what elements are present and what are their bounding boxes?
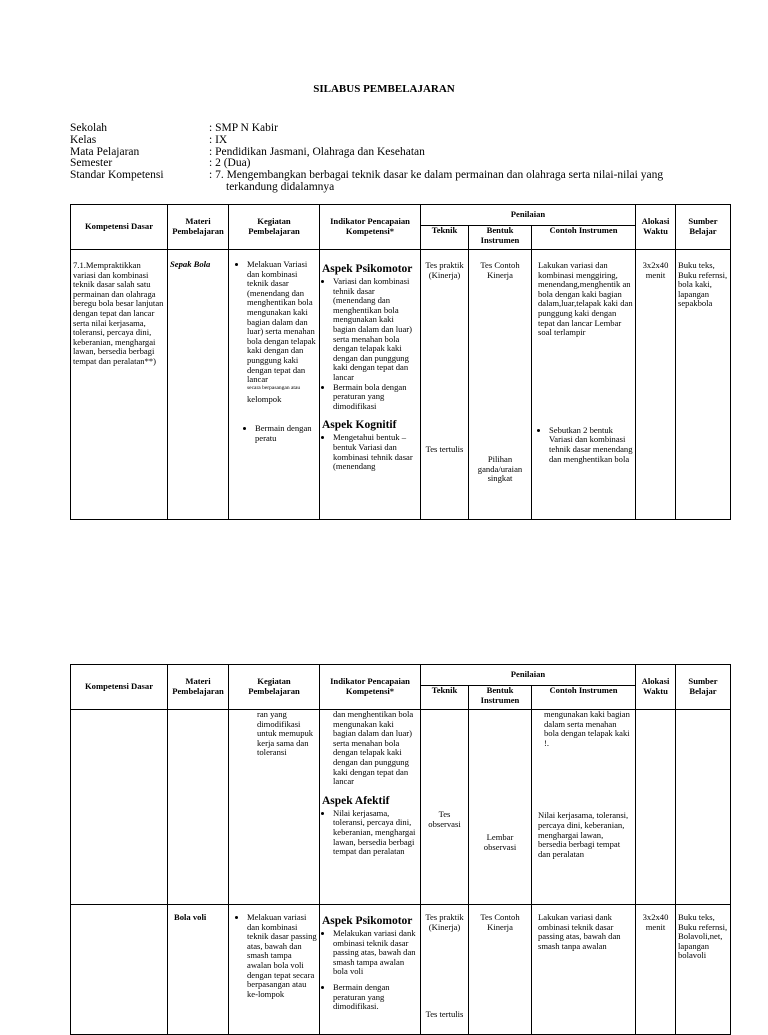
cell-sumber-cont <box>676 710 731 905</box>
header-alokasi: Alokasi Waktu <box>636 665 676 710</box>
header-kegiatan: Kegiatan Pembelajaran <box>229 205 320 250</box>
cell-indikator <box>320 250 421 520</box>
kegiatan-item: • Melakuan Variasi dan kombinasi teknik dasar (menendang dan menghentikan bola mengunakan kaki bagian dalam dan luar) serta menahan bola dengan telapak kaki dengan dan punggung kaki dengan tepat dan lancar <box>247 260 317 385</box>
aspek-kognitif: Aspek Kognitif <box>322 419 397 432</box>
cell-materi-2: Bola voli <box>168 905 229 1035</box>
indikator-item: • Variasi dan kombinasi tehnik dasar (menendang dan menghentikan bola mengunakan kaki bagian dalam dan luar) serta menahan bola dengan telapak kaki dengan dan punggung kaki dengan tepat dan lancar <box>333 277 418 383</box>
cell-bentuk-cont: Lembar observasi <box>469 710 532 905</box>
header-materi: Materi Pembelajaran <box>168 665 229 710</box>
indikator-item: • Nilai kerjasama, toleransi, percaya dini, keberanian, menghargai lawan, bersedia berbagi tempat dan peralatan <box>333 809 418 857</box>
cell-kompetensi-cont <box>71 710 168 905</box>
header-teknik: Teknik <box>421 226 469 250</box>
header-alokasi: Alokasi Waktu <box>636 205 676 250</box>
cell-indikator-2 <box>320 905 421 1035</box>
kegiatan-item: • Melakuan variasi dan kombinasi teknik dasar passing atas, bawah dan smash tampa awalan bola voli dengan tepat secara berpasangan atau ke-lompok <box>247 913 317 999</box>
info-row-sekolah: Sekolah : SMP N Kabir <box>70 122 278 134</box>
contoh-item: • Sebutkan 2 bentuk Variasi dan kombinasi tehnik dasar menendang dan menghentikan bola <box>549 426 633 464</box>
indikator-item: • Bermain dengan peraturan yang dimodifikasi. <box>333 983 418 1012</box>
indikator-item: • Melakukan variasi dank ombinasi teknik dasar passing atas, bawah dan smash tampa awalan bola voli <box>333 929 418 977</box>
silabus-table-1 <box>70 204 731 520</box>
cell-kegiatan-cont: ran yang dimodifikasi untuk memupuk kerja sama dan toleransi <box>229 710 320 905</box>
cell-teknik: Tes praktik (Kinerja) Tes tertulis <box>421 250 469 520</box>
header-bentuk: Bentuk Instrumen <box>469 686 532 710</box>
info-row-kelas: Kelas : IX <box>70 133 228 146</box>
header-teknik: Teknik <box>421 686 469 710</box>
indikator-item: • Bermain bola dengan peraturan yang dimodifikasi <box>333 383 418 412</box>
info-continuation: terkandung didalamnya <box>226 180 335 193</box>
indikator-item: • Mengetahui bentuk – bentuk Variasi dan kombinasi tehnik dasar (menendang <box>333 433 418 471</box>
cell-alokasi-2: 3x2x40 menit <box>636 905 676 1035</box>
cell-alokasi-cont <box>636 710 676 905</box>
kegiatan-kelompok: kelompok <box>247 393 282 404</box>
info-row-standar: Standar Kompetensi : 7. Mengembangkan berbagai teknik dasar ke dalam permainan dan olahraga serta nilai-nilai yang <box>70 169 664 182</box>
header-kompetensi: Kompetensi Dasar <box>71 665 168 710</box>
cell-materi-cont <box>168 710 229 905</box>
header-indikator: Indikator Pencapaian Kompetensi* <box>320 205 421 250</box>
header-contoh: Contoh Instrumen <box>532 686 636 710</box>
info-row-semester: Semester : 2 (Dua) <box>70 157 251 170</box>
cell-teknik-cont: Tes observasi <box>421 710 469 905</box>
cell-kegiatan <box>229 250 320 520</box>
cell-kompetensi-2 <box>71 905 168 1035</box>
cell-sumber-2: Buku teks, Buku refernsi, Bolavoli,net, lapangan bolavoli <box>676 905 731 1035</box>
cell-kompetensi: 7.1.Mempraktikkan variasi dan kombinasi teknik dasar salah satu permainan dan olahraga beregu bola besar lanjutan dengan tepat dan lancar serta nilai kerjasama, toleransi, percaya dini, keberanian, menghargai lawan, bersedia berbagi tempat dan peralatan**) <box>71 250 168 520</box>
header-sumber: Sumber Belajar <box>676 665 731 710</box>
header-penilaian: Penilaian <box>421 205 636 226</box>
cell-teknik-2: Tes praktik (Kinerja) Tes tertulis <box>421 905 469 1035</box>
cell-alokasi: 3x2x40 menit <box>636 250 676 520</box>
cell-bentuk-2: Tes Contoh Kinerja <box>469 905 532 1035</box>
cell-bentuk: Tes Contoh Kinerja Pilihan ganda/uraian singkat <box>469 250 532 520</box>
cell-sumber: Buku teks, Buku refernsi, bola kaki, lapangan sepakbola <box>676 250 731 520</box>
header-penilaian: Penilaian <box>421 665 636 686</box>
aspek-afektif: Aspek Afektif <box>322 794 390 807</box>
kegiatan-item: • Bermain dengan peratu <box>255 424 317 443</box>
info-row-mapel: Mata Pelajaran : Pendidikan Jasmani, Olahraga dan Kesehatan <box>70 145 425 158</box>
aspek-psikomotor: Aspek Psikomotor <box>322 915 413 927</box>
silabus-table-2 <box>70 664 731 1035</box>
cell-contoh-cont: mengunakan kaki bagian dalam serta menahan bola dengan telapak kaki !. Nilai kerjasama, toleransi, percaya dini, keberanian, menghargai lawan, bersedia berbagi tempat dan peralatan <box>532 710 636 905</box>
cell-materi: Sepak Bola <box>168 250 229 520</box>
kegiatan-small-note: secara berpasangan atau <box>247 384 301 391</box>
cell-contoh: Lakukan variasi dan kombinasi menggiring, menendang,menghentik an bola dengan kaki bagian dalam,luar,telapak kaki dan punggung kaki dengan tepat dan lancar Lembar soal terlampir • Sebutkan 2 bentuk Variasi dan kombinasi tehnik dasar menendang dan menghentikan bola <box>532 250 636 520</box>
page-title: SILABUS PEMBELAJARAN <box>313 83 455 95</box>
aspek-psikomotor: Aspek Psikomotor <box>322 263 413 275</box>
cell-kegiatan-2 <box>229 905 320 1035</box>
header-indikator: Indikator Pencapaian Kompetensi* <box>320 665 421 710</box>
header-contoh: Contoh Instrumen <box>532 226 636 250</box>
header-kompetensi: Kompetensi Dasar <box>71 205 168 250</box>
header-kegiatan: Kegiatan Pembelajaran <box>229 665 320 710</box>
header-materi: Materi Pembelajaran <box>168 205 229 250</box>
info-block <box>70 123 679 194</box>
cell-contoh-2: Lakukan variasi dank ombinasi teknik dasar passing atas, bawah dan smash tanpa awalan <box>532 905 636 1035</box>
cell-indikator-cont: dan menghentikan bola mengunakan kaki bagian dalam dan luar) serta menahan bola dengan telapak kaki dengan dan punggung kaki dengan tepat dan lancar Aspek Afektif • Nilai kerjasama, toleransi, percaya dini, keberanian, menghargai lawan, bersedia berbagi tempat dan peralatan <box>320 710 421 905</box>
header-bentuk: Bentuk Instrumen <box>469 226 532 250</box>
header-sumber: Sumber Belajar <box>676 205 731 250</box>
